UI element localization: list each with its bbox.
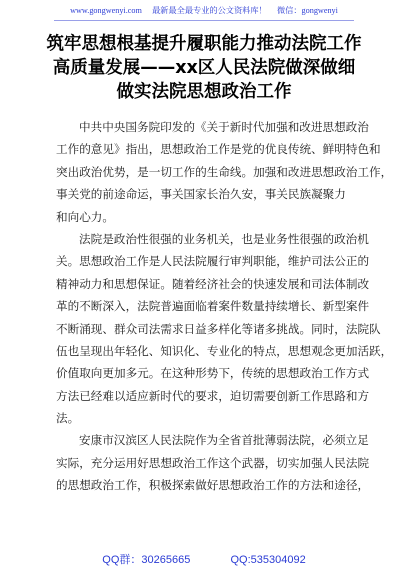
paragraph: [56, 228, 393, 430]
qq-group-link[interactable]: QQ群：30265665: [102, 554, 191, 566]
qq-contact-link[interactable]: QQ:535304092: [230, 554, 306, 566]
header-separator: [269, 6, 275, 15]
paragraph-line: 革的不断深入，法院普遍面临着案件数量持续增长、新型案件: [56, 299, 370, 314]
document-body: [56, 116, 393, 497]
document-title: [30, 32, 378, 104]
header-slogan: 最新最全最专业的公文资料库！: [152, 6, 267, 15]
paragraph-line: 的思想政治工作，积极探索做好思想政治工作的方法和途径，: [56, 478, 370, 493]
paragraph-line: 不断涌现、群众司法需求日益多样化等诸多挑战。同时，法院队: [56, 321, 381, 336]
header-wechat: 微信：gongwenyi: [276, 6, 338, 15]
paragraph-line: 中共中央国务院印发的《关于新时代加强和改进思想政治: [79, 120, 369, 134]
paragraph-line: 工作的意见》指出，思想政治工作是党的优良传统、鲜明特色和: [56, 142, 381, 157]
website-link[interactable]: www.gongwenyi.com: [70, 6, 142, 15]
paragraph-line: 突出政治优势，是一切工作的生命线。加强和改进思想政治工作，: [56, 164, 393, 179]
paragraph-line: 方法已经难以适应新时代的要求，迫切需要创新工作思路和方: [56, 388, 370, 403]
paragraph-line: 实际，充分运用好思想政治工作这个武器，切实加强人民法院: [56, 455, 370, 470]
title-line: 高质量发展——xx区人民法院做深做细: [52, 58, 356, 78]
paragraph-line: 伍也呈现出年轻化、知识化、专业化的特点，思想观念更加活跃，: [56, 343, 393, 358]
paragraph-line: 安康市汉滨区人民法院作为全省首批薄弱法院，必须立足: [79, 433, 369, 448]
paragraph-line: 精神动力和思想保证。随着经济社会的快速发展和司法体制改: [56, 276, 370, 291]
title-line: 做实法院思想政治工作: [116, 82, 292, 102]
paragraph: [56, 429, 370, 496]
paragraph: [56, 116, 393, 228]
header-divider: [54, 20, 354, 21]
paragraph-line: 价值取向更加多元。在这种形势下，传统的思想政治工作方式: [56, 366, 370, 381]
header-banner: [0, 4, 408, 18]
paragraph-line: 法院是政治性很强的业务机关，也是业务性很强的政治机: [79, 231, 369, 246]
footer-contact: [0, 552, 408, 568]
header-separator: [144, 6, 150, 15]
paragraph-line: 法。: [56, 411, 80, 426]
paragraph-line: 事关党的前途命运，事关国家长治久安，事关民族凝聚力: [56, 187, 346, 202]
paragraph-line: 和向心力。: [56, 209, 114, 224]
title-line: 筑牢思想根基提升履职能力推动法院工作: [46, 34, 362, 54]
paragraph-line: 关。思想政治工作是人民法院履行审判职能，维护司法公正的: [56, 254, 370, 269]
